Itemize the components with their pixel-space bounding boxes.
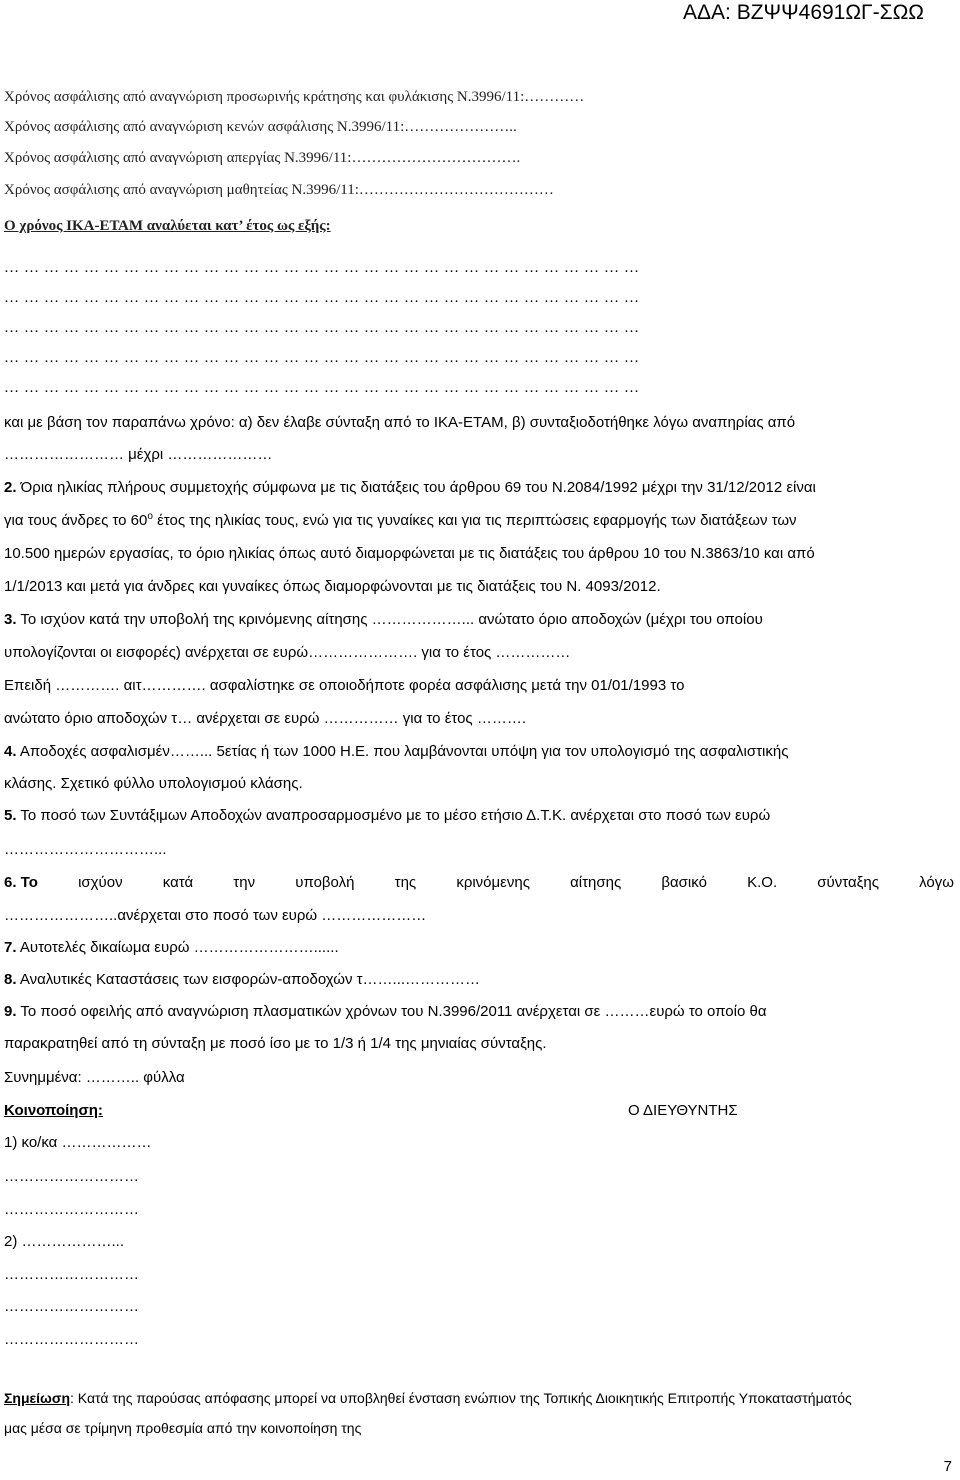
paragraph-4-line: κλάσης. Σχετικό φύλλο υπολογισμού κλάσης.: [4, 775, 303, 792]
paragraph-1-line: και με βάση τον παραπάνω χρόνο: α) δεν έλαβε σύνταξη από το ΙΚΑ-ΕΤΑΜ, β) συνταξιοδοτήθηκε λόγω αναπηρίας από: [4, 414, 796, 431]
paragraph-text: Αναλυτικές Καταστάσεις των εισφορών-αποδοχών τ……...……………: [16, 971, 481, 988]
page-number: 7: [943, 1458, 952, 1475]
paragraph-6-word: της: [394, 874, 417, 891]
paragraph-3-line: [4, 610, 954, 630]
paragraph-5-line: …………………………...: [4, 841, 167, 858]
line-strike-time: Χρόνος ασφάλισης από αναγνώριση απεργίας Ν.3996/11:…………………………….: [4, 150, 521, 166]
paragraph-3-line: Επειδή …………. αιτ…………. ασφαλίστηκε σε οποιοδήποτε φορέα ασφάλισης μετά την 01/01/1993 το: [4, 677, 685, 694]
paragraph-2-line: [4, 511, 954, 531]
ada-code: ΑΔΑ: ΒΖΨΨ4691ΩΓ-ΣΩΩ: [683, 1, 924, 24]
paragraph-6-word: αίτησης: [570, 874, 622, 891]
line-detention-time: Χρόνος ασφάλισης από αναγνώριση προσωρινής κράτησης και φυλάκισης Ν.3996/11:…………: [4, 89, 585, 105]
paragraph-6-word: σύνταξης: [817, 874, 879, 891]
paragraph-6-word: κρινόμενης: [456, 874, 530, 891]
item-number: 8.: [4, 971, 17, 988]
paragraph-3-line: υπολογίζονται οι εισφορές) ανέρχεται σε ευρώ…………………. για το έτος ……………: [4, 644, 571, 661]
paragraph-5-line: [4, 806, 954, 826]
paragraph-text: για τους άνδρες το 60: [4, 512, 148, 529]
paragraph-text: Το ισχύον κατά την υποβολή της κρινόμενης αίτησης ………………... ανώτατο όριο αποδοχών (μέχρι του οποίου: [16, 611, 763, 628]
notification-recipient-line: ………………………: [4, 1201, 139, 1218]
paragraph-text: Αποδοχές ασφαλισμέν……... 5ετίας ή των 1000 Η.Ε. που λαμβάνονται υπόψη για τον υπολογισμό της ασφαλιστικής: [16, 743, 789, 760]
dotted-line: ……………………………………………………………………………………: [4, 320, 644, 336]
notification-recipient-line: ………………………: [4, 1168, 139, 1185]
paragraph-6-word: λόγω: [919, 874, 954, 891]
item-number: 9.: [4, 1003, 17, 1020]
notification-recipient-line: ………………………: [4, 1266, 139, 1283]
item-number: 7.: [4, 939, 17, 956]
notification-heading: Κοινοποίηση:: [4, 1102, 103, 1119]
note-label: Σημείωση: [4, 1390, 71, 1406]
paragraph-6-word: ισχύον: [78, 874, 123, 891]
paragraph-text: Το ποσό των Συντάξιμων Αποδοχών αναπροσαρμοσμένο με το μέσο ετήσιο Δ.Τ.Κ. ανέρχεται στο ποσό των ευρώ: [16, 807, 771, 824]
note-line: μας μέσα σε τρίμηνη προθεσμία από την κοινοποίηση της: [4, 1420, 362, 1436]
notification-recipient-line: ………………………: [4, 1331, 139, 1348]
paragraph-6-word: Κ.Ο.: [747, 874, 778, 891]
superscript: ο: [147, 511, 153, 522]
paragraph-1-line: …………………… μέχρι …………………: [4, 446, 273, 463]
paragraph-3-line: ανώτατο όριο αποδοχών τ… ανέρχεται σε ευρώ …………… για το έτος ……….: [4, 710, 526, 727]
paragraph-2-line: [4, 478, 954, 498]
note-line: [4, 1388, 954, 1408]
paragraph-4-line: [4, 742, 954, 762]
dotted-line: ……………………………………………………………………………………: [4, 260, 644, 276]
paragraph-text: Όρια ηλικίας πλήρους συμμετοχής σύμφωνα με τις διατάξεις του άρθρου 69 του Ν.2084/1992 μέχρι την 31/12/2012 είναι: [16, 479, 816, 496]
item-number: 4.: [4, 743, 17, 760]
dotted-line: ……………………………………………………………………………………: [4, 350, 644, 366]
paragraph-text: Αυτοτελές δικαίωμα ευρώ ……………………......: [16, 939, 339, 956]
director-signature-title: Ο ΔΙΕΥΘΥΝΤΗΣ: [628, 1102, 738, 1119]
paragraph-6-word: την: [233, 874, 256, 891]
item-number: 2.: [4, 479, 17, 496]
paragraph-6-line: …………………..ανέρχεται στο ποσό των ευρώ …………………: [4, 907, 427, 924]
paragraph-8-line: [4, 970, 954, 990]
paragraph-text: Το ποσό οφειλής από αναγνώριση πλασματικών χρόνων του Ν.3996/2011 ανέρχεται σε ………ευρώ το οποίο θα: [16, 1003, 767, 1020]
paragraph-6-word: 6. Το: [4, 874, 38, 891]
paragraph-6-word: βασικό: [661, 874, 707, 891]
dotted-line: ……………………………………………………………………………………: [4, 290, 644, 306]
paragraph-6-line: [4, 873, 954, 893]
paragraph-9-line: παρακρατηθεί από τη σύνταξη με ποσό ίσο με το 1/3 ή 1/4 της μηνιαίας σύνταξης.: [4, 1035, 547, 1052]
paragraph-9-line: [4, 1002, 954, 1022]
attachments-line: Συνημμένα: ……….. φύλλα: [4, 1069, 185, 1086]
item-number: 5.: [4, 807, 17, 824]
paragraph-2-line: 10.500 ημερών εργασίας, το όριο ηλικίας όπως αυτό διαμορφώνεται με τις διατάξεις του άρθρου 10 του Ν.3863/10 και από: [4, 545, 815, 562]
paragraph-6-word: κατά: [162, 874, 194, 891]
item-number: 3.: [4, 611, 17, 628]
notification-recipient-line: ………………………: [4, 1298, 139, 1315]
paragraph-6-word: υποβολή: [295, 874, 355, 891]
paragraph-text: έτος της ηλικίας τους, ενώ για τις γυναίκες και για τις περιπτώσεις εφαρμογής των διατάξεων των: [152, 512, 797, 529]
note-text: : Κατά της παρούσας απόφασης μπορεί να υποβληθεί ένσταση ενώπιον της Τοπικής Διοικητικής Επιτροπής Υποκαταστήματός: [70, 1390, 852, 1406]
dotted-line: ……………………………………………………………………………………: [4, 380, 644, 396]
line-insurance-gaps-time: Χρόνος ασφάλισης από αναγνώριση κενών ασφάλισης Ν.3996/11:…………………..: [4, 119, 517, 135]
line-apprenticeship-time: Χρόνος ασφάλισης από αναγνώριση μαθητείας Ν.3996/11:…………………………………: [4, 182, 554, 198]
paragraph-2-line: 1/1/2013 και μετά για άνδρες και γυναίκες όπως διαμορφώνονται με τις διατάξεις του Ν. 4093/2012.: [4, 578, 661, 595]
notification-recipient-line: 2) ………………...: [4, 1233, 125, 1250]
section-heading-yearly-analysis: Ο χρόνος ΙΚΑ-ΕΤΑΜ αναλύεται κατ’ έτος ως εξής:: [4, 218, 331, 234]
paragraph-7-line: [4, 938, 954, 958]
notification-recipient-line: 1) κο/κα ………………: [4, 1134, 152, 1151]
